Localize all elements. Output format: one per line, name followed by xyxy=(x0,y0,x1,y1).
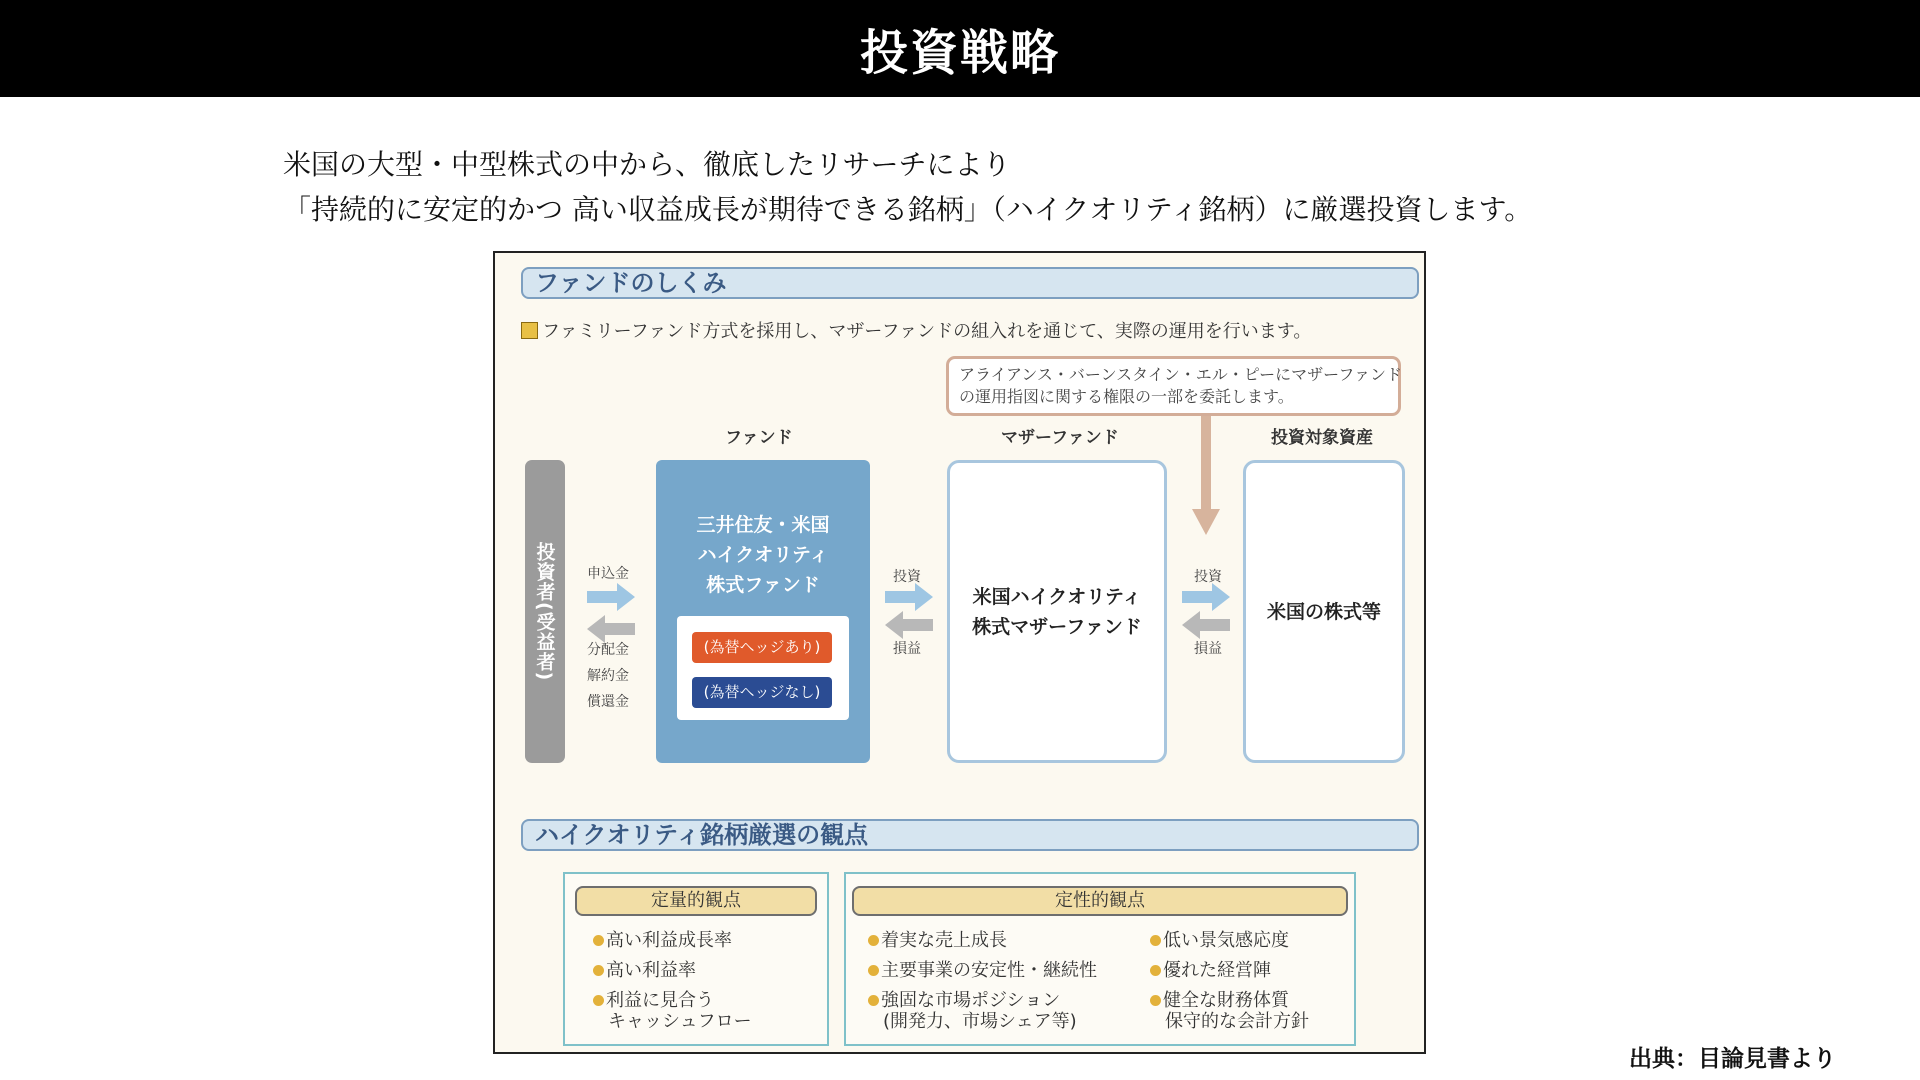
delegation-arrow-head-icon xyxy=(1192,509,1220,535)
title-bar xyxy=(0,0,1920,97)
label-fund: ファンド xyxy=(725,428,793,448)
bullet-dot-icon xyxy=(1150,935,1161,946)
bullet-dot-icon xyxy=(1150,995,1161,1006)
fund-name xyxy=(656,510,870,600)
source-note: 出典：目論見書より xyxy=(1629,1046,1836,1072)
qualitative-heading: 定性的観点 xyxy=(852,886,1348,916)
square-bullet-icon xyxy=(521,322,538,339)
investment-assets-box xyxy=(1243,460,1405,763)
flow2-invest-label: 投資 xyxy=(893,569,921,585)
qual-item-text: 強固な市場ポジション xyxy=(881,990,1061,1011)
flow3-invest-label: 投資 xyxy=(1194,569,1222,585)
label-mother-fund: マザーファンド xyxy=(1001,428,1119,448)
intro-text xyxy=(283,142,1532,232)
fund-diagram-panel xyxy=(493,251,1426,1054)
section-selection-heading: ハイクオリティ銘柄厳選の観点 xyxy=(521,819,1419,851)
fund-name-line-1: 三井住友・米国 xyxy=(696,514,830,536)
callout-line-1: アライアンス・バーンスタイン・エル・ピーにマザーファンド xyxy=(959,365,1403,384)
qualitative-view-box xyxy=(844,872,1356,1046)
arrow-right-icon xyxy=(885,583,933,611)
intro-line-2: 「持続的に安定的かつ 高い収益成長が期待できる銘柄」（ハイクオリティ銘柄）に厳選投資します。 xyxy=(283,193,1533,226)
mother-fund-line-2: 株式マザーファンド xyxy=(972,615,1142,638)
qual-item-text: 低い景気感応度 xyxy=(1163,930,1289,951)
family-fund-note xyxy=(521,317,1311,343)
section-fund-structure-heading: ファンドのしくみ xyxy=(521,267,1419,299)
hedge-off-badge: (為替ヘッジなし) xyxy=(692,677,832,708)
quantitative-view-box xyxy=(563,872,829,1046)
intro-line-1: 米国の大型・中型株式の中から、徹底したリサーチにより xyxy=(283,148,1011,181)
qual-item-continued: 保守的な会計方針 xyxy=(1165,1011,1309,1032)
hedge-on-badge: (為替ヘッジあり) xyxy=(692,632,832,663)
flow-redemption-label: 解約金 xyxy=(587,668,629,684)
quantitative-heading: 定量的観点 xyxy=(575,886,817,916)
quant-item-continued: キャッシュフロー xyxy=(608,1011,752,1032)
bullet-dot-icon xyxy=(1150,965,1161,976)
bullet-dot-icon xyxy=(593,935,604,946)
mother-fund-line-1: 米国ハイクオリティ xyxy=(972,585,1142,608)
fund-name-line-3: 株式ファンド xyxy=(706,574,820,596)
flow-subscription-label: 申込金 xyxy=(587,566,629,582)
delegation-callout xyxy=(946,356,1401,416)
mother-fund-box xyxy=(947,460,1167,763)
qual-item-text: 主要事業の安定性・継続性 xyxy=(881,960,1097,981)
arrow-right-icon xyxy=(587,583,635,611)
qual-item-text: 優れた経営陣 xyxy=(1163,960,1271,981)
quant-item xyxy=(593,960,696,981)
quant-item xyxy=(593,930,732,951)
qual-item xyxy=(868,930,1007,951)
qual-item xyxy=(1150,960,1271,981)
flow3-return-label: 損益 xyxy=(1194,641,1222,657)
bullet-dot-icon xyxy=(868,935,879,946)
flow2-return-label: 損益 xyxy=(893,641,921,657)
arrow-right-icon xyxy=(1182,583,1230,611)
delegation-arrow-shaft xyxy=(1201,416,1211,511)
quant-item xyxy=(593,990,714,1011)
arrow-left-icon xyxy=(885,611,933,639)
investor-bar xyxy=(525,460,565,763)
bullet-dot-icon xyxy=(593,995,604,1006)
flow-distribution-label: 分配金 xyxy=(587,642,629,658)
quant-item-text: 利益に見合う xyxy=(606,990,714,1011)
assets-name: 米国の株式等 xyxy=(1266,600,1381,623)
fund-name-line-2: ハイクオリティ xyxy=(697,544,829,566)
qual-item xyxy=(1150,990,1289,1011)
bullet-dot-icon xyxy=(868,995,879,1006)
quant-item-text: 高い利益率 xyxy=(606,960,696,981)
investor-label: 投資者(受益者) xyxy=(533,541,556,682)
qual-item-text: 健全な財務体質 xyxy=(1163,990,1289,1011)
qual-item-continued: (開発力、市場シェア等) xyxy=(883,1011,1077,1032)
note-text: ファミリーファンド方式を採用し、マザーファンドの組入れを通じて、実際の運用を行います。 xyxy=(542,321,1312,342)
bullet-dot-icon xyxy=(868,965,879,976)
quant-item-text: 高い利益成長率 xyxy=(606,930,732,951)
fund-box xyxy=(656,460,870,763)
bullet-dot-icon xyxy=(593,965,604,976)
qual-item xyxy=(1150,930,1289,951)
callout-line-2: の運用指図に関する権限の一部を委託します。 xyxy=(959,387,1294,406)
qual-item xyxy=(868,960,1097,981)
fund-course-box xyxy=(677,616,849,720)
arrow-left-icon xyxy=(1182,611,1230,639)
label-investment-assets: 投資対象資産 xyxy=(1271,428,1373,448)
page-title: 投資戦略 xyxy=(859,25,1060,81)
qual-item-text: 着実な売上成長 xyxy=(881,930,1007,951)
flow-maturity-label: 償還金 xyxy=(587,694,629,710)
qual-item xyxy=(868,990,1060,1011)
